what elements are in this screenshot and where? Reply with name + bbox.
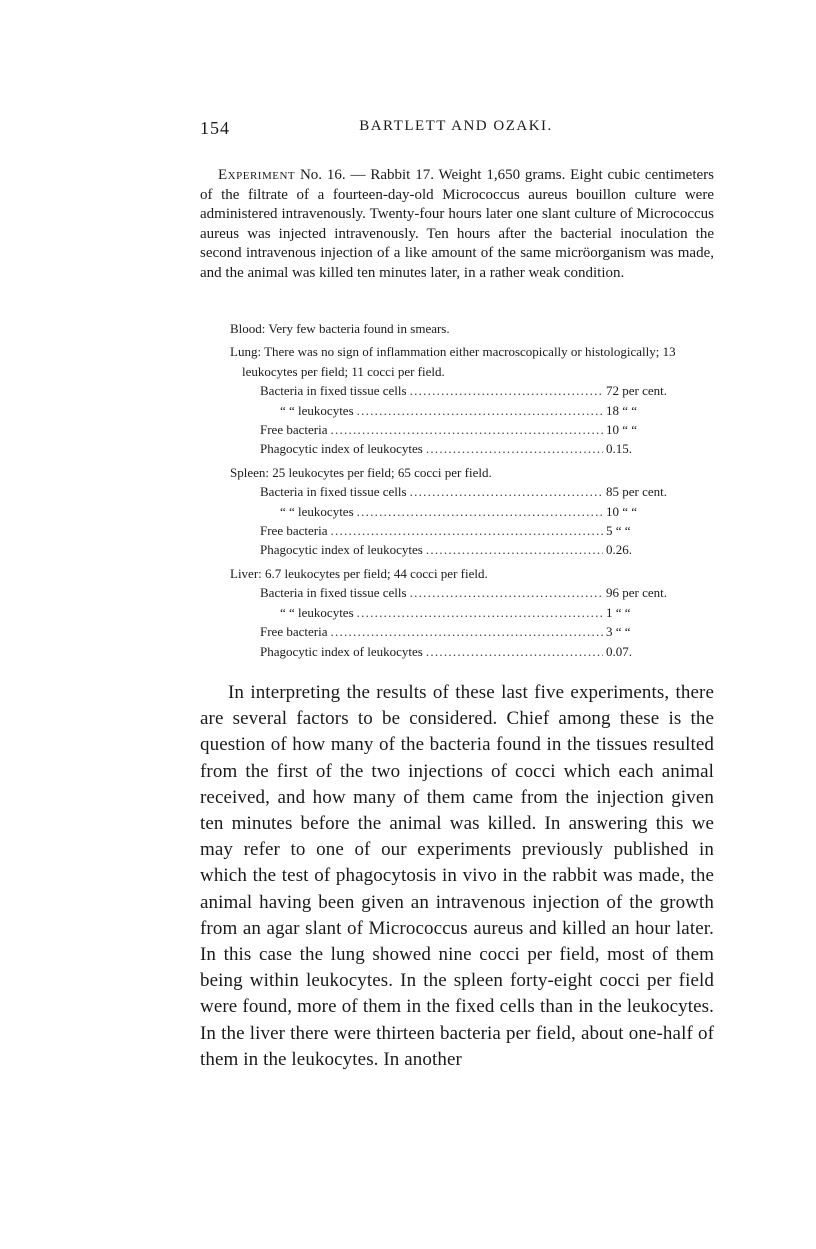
row-label: Phagocytic index of leukocytes: [260, 441, 423, 457]
dot-leader: [357, 401, 603, 420]
row-value: 72 per cent.: [606, 383, 668, 399]
dot-leader: [410, 381, 603, 400]
liver-section: [230, 564, 716, 661]
lung-row-fixed-cells: [260, 381, 682, 400]
spleen-section: [230, 463, 716, 560]
experiment-intro: [200, 166, 714, 283]
lung-row-leukocytes: [260, 401, 682, 420]
row-value: 96 per cent.: [606, 585, 668, 601]
row-value: 10 “ “: [606, 503, 638, 519]
row-label: Phagocytic index of leukocytes: [260, 643, 423, 659]
row-label: Free bacteria: [260, 523, 328, 539]
liver-row-phagocytic-index: [260, 642, 682, 661]
lung-section: [230, 342, 716, 458]
dot-leader: [357, 502, 603, 521]
row-value: 0.07.: [606, 643, 632, 659]
row-value: 1 “ “: [606, 604, 631, 620]
row-label: Free bacteria: [260, 422, 328, 438]
dot-leader: [426, 439, 603, 458]
experiment-label: Experiment: [218, 167, 296, 183]
dot-leader: [426, 642, 603, 661]
row-label: Bacteria in fixed tissue cells: [260, 383, 407, 399]
lung-summary: Lung: There was no sign of inflammation either macroscopically or histologically; 13 leukocytes per field; 11 cocci per field.: [230, 344, 676, 379]
spleen-summary: Spleen: 25 leukocytes per field; 65 cocci per field.: [230, 464, 492, 480]
row-value: 0.15.: [606, 441, 632, 457]
row-label: Phagocytic index of leukocytes: [260, 542, 423, 558]
liver-row-free-bacteria: [260, 622, 682, 641]
row-label: Bacteria in fixed tissue cells: [260, 484, 407, 500]
row-value: 18 “ “: [606, 402, 638, 418]
dot-leader: [410, 583, 603, 602]
liver-row-fixed-cells: [260, 583, 682, 602]
page-header: [200, 118, 712, 142]
dot-leader: [330, 521, 603, 540]
liver-summary: Liver: 6.7 leukocytes per field; 44 cocci per field.: [230, 565, 488, 581]
row-label: “ “ leukocytes: [280, 604, 354, 620]
dot-leader: [330, 420, 603, 439]
page-number: 154: [200, 118, 230, 138]
blood-summary: Blood: Very few bacteria found in smears.: [230, 321, 450, 336]
dot-leader: [410, 482, 603, 501]
row-value: 5 “ “: [606, 523, 631, 539]
row-label: “ “ leukocytes: [280, 402, 354, 418]
spleen-row-free-bacteria: [260, 521, 682, 540]
dot-leader: [426, 540, 603, 559]
row-value: 0.26.: [606, 542, 632, 558]
discussion-paragraph: In interpreting the results of these last five experiments, there are several factors to be considered. Chief among these is the question of how many of the bacteria found in the tissues resulted from the first of the two injections of cocci which each animal received, and how many of them came from the injection given ten minutes before the animal was killed. In answering this we may refer to one of our experiments previously published in which the test of phagocytosis in vivo in the rabbit was made, the animal having been given an intravenous injection of the growth from an agar slant of Micrococcus aureus and killed an hour later. In this case the lung showed nine cocci per field, most of them being within leukocytes. In the spleen forty-eight cocci per field were found, more of them in the fixed cells than in the leukocytes. In the liver there were thirteen bacteria per field, about one-half of them in the leukocytes. In another: [200, 682, 714, 1070]
spleen-row-phagocytic-index: [260, 540, 682, 559]
row-value: 10 “ “: [606, 422, 638, 438]
spleen-row-fixed-cells: [260, 482, 682, 501]
row-label: Bacteria in fixed tissue cells: [260, 585, 407, 601]
blood-section: [230, 319, 716, 338]
running-head: BARTLETT AND OZAKI.: [359, 118, 553, 134]
dot-leader: [330, 622, 603, 641]
experiment-description: No. 16. — Rabbit 17. Weight 1,650 grams. Eight cubic centimeters of the filtrate of a fourteen-day-old Micrococcus aureus bouillon culture were administered intravenously. Twenty-four hours later one slant culture of Micrococcus aureus was injected intravenously. Ten hours after the bacterial inoculation the second intravenous injection of a like amount of the same micröorganism was made, and the animal was killed ten minutes later, in a rather weak condition.: [200, 167, 714, 281]
row-label: Free bacteria: [260, 624, 328, 640]
liver-row-leukocytes: [260, 603, 682, 622]
dot-leader: [357, 603, 603, 622]
spleen-row-leukocytes: [260, 502, 682, 521]
lung-row-free-bacteria: [260, 420, 682, 439]
row-value: 3 “ “: [606, 624, 631, 640]
row-value: 85 per cent.: [606, 484, 668, 500]
findings-report: [230, 319, 716, 665]
row-label: “ “ leukocytes: [280, 503, 354, 519]
lung-row-phagocytic-index: [260, 439, 682, 458]
